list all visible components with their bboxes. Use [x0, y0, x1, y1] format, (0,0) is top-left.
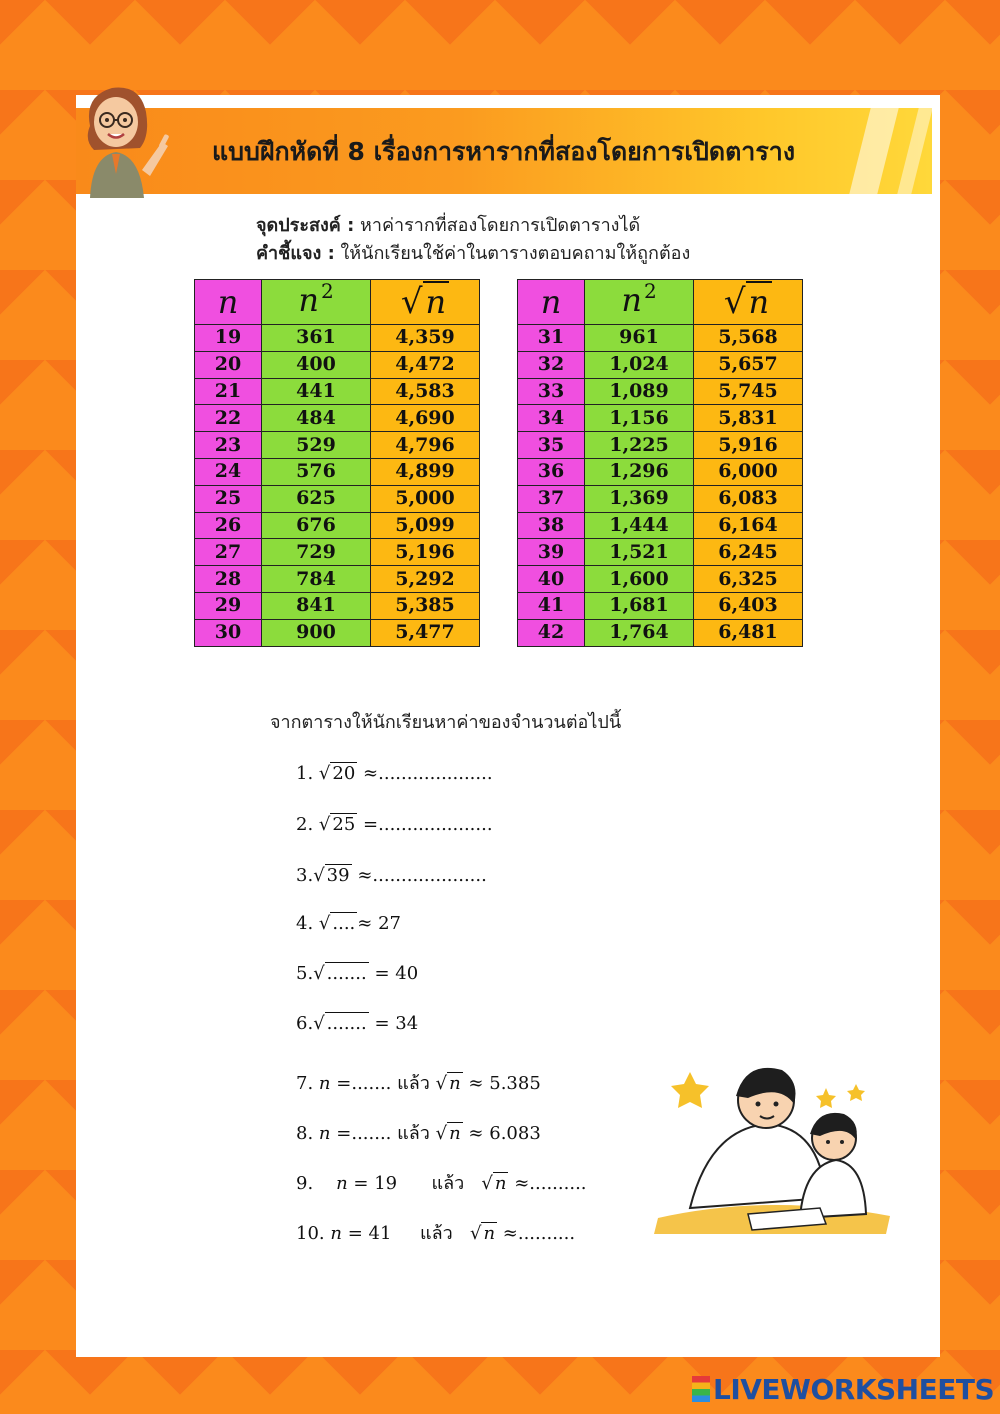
table-row	[518, 351, 803, 378]
cell-sqrt-n: 5,657	[694, 351, 803, 378]
cell-sqrt-n: 5,916	[694, 432, 803, 459]
cell-n-squared: 1,024	[585, 351, 694, 378]
question-8: 8. n =....... แล้ว √ n ≈ 6.083	[296, 1123, 541, 1144]
banner-stripe	[849, 108, 898, 194]
cell-n: 40	[518, 566, 585, 593]
question-1: 1. √ 20 ≈....................	[296, 763, 493, 784]
answer-blank[interactable]: .......	[351, 1073, 392, 1094]
cell-n-squared: 1,521	[585, 539, 694, 566]
directions-label: คำชี้แจง :	[256, 243, 335, 264]
cell-n: 42	[518, 619, 585, 646]
header-sqrt-n: √n	[694, 280, 803, 325]
question-9: 9. n = 19 แล้ว √ n ≈..........	[296, 1173, 587, 1194]
table-row	[518, 592, 803, 619]
cell-n-squared: 1,156	[585, 405, 694, 432]
cell-n: 38	[518, 512, 585, 539]
table-row	[195, 432, 480, 459]
table-row	[518, 458, 803, 485]
cell-n: 22	[195, 405, 262, 432]
cell-n-squared: 1,444	[585, 512, 694, 539]
cell-n: 26	[195, 512, 262, 539]
cell-n: 32	[518, 351, 585, 378]
question-5: 5.√ ....... = 40	[296, 963, 419, 984]
parent-child-illustration	[650, 1048, 895, 1238]
header-n-squared: n $^2$	[585, 280, 694, 325]
table-row	[518, 512, 803, 539]
table-row	[195, 458, 480, 485]
cell-sqrt-n: 4,583	[371, 378, 480, 405]
cell-n: 29	[195, 592, 262, 619]
table-row	[518, 619, 803, 646]
table-row	[195, 378, 480, 405]
cell-n: 41	[518, 592, 585, 619]
cell-n-squared: 1,369	[585, 485, 694, 512]
table-row	[195, 566, 480, 593]
cell-n-squared: 1,225	[585, 432, 694, 459]
cell-sqrt-n: 6,325	[694, 566, 803, 593]
cell-sqrt-n: 5,196	[371, 539, 480, 566]
liveworksheets-logo-icon	[692, 1376, 710, 1402]
table-row	[195, 619, 480, 646]
table-row	[518, 566, 803, 593]
question-6: 6.√ ....... = 34	[296, 1013, 419, 1034]
objective-line	[256, 210, 640, 239]
cell-n: 19	[195, 325, 262, 352]
cell-sqrt-n: 6,083	[694, 485, 803, 512]
cell-sqrt-n: 4,690	[371, 405, 480, 432]
teacher-illustration	[70, 78, 188, 198]
cell-n: 25	[195, 485, 262, 512]
square-root-table-right	[517, 279, 803, 647]
table-row	[518, 378, 803, 405]
exercise-instruction: จากตารางให้นักเรียนหาค่าของจำนวนต่อไปนี้	[270, 712, 622, 733]
cell-n: 36	[518, 458, 585, 485]
cell-sqrt-n: 6,245	[694, 539, 803, 566]
header-n: n	[518, 280, 585, 325]
cell-n: 39	[518, 539, 585, 566]
answer-blank[interactable]: .......	[351, 1123, 392, 1144]
cell-sqrt-n: 5,831	[694, 405, 803, 432]
cell-sqrt-n: 5,385	[371, 592, 480, 619]
cell-n: 37	[518, 485, 585, 512]
cell-n: 21	[195, 378, 262, 405]
cell-n-squared: 1,296	[585, 458, 694, 485]
table-row	[195, 485, 480, 512]
cell-sqrt-n: 6,000	[694, 458, 803, 485]
cell-n-squared: 400	[262, 351, 371, 378]
table-row	[195, 592, 480, 619]
table-row	[195, 351, 480, 378]
objective-text: หาค่ารากที่สองโดยการเปิดตารางได้	[360, 215, 641, 236]
table-row	[195, 405, 480, 432]
cell-sqrt-n: 5,477	[371, 619, 480, 646]
answer-blank[interactable]: ....	[332, 913, 356, 934]
cell-sqrt-n: 5,745	[694, 378, 803, 405]
answer-blank[interactable]: .......	[326, 963, 367, 984]
square-root-table-left	[194, 279, 480, 647]
cell-n-squared: 1,764	[585, 619, 694, 646]
cell-n: 35	[518, 432, 585, 459]
cell-n-squared: 441	[262, 378, 371, 405]
cell-n-squared: 1,600	[585, 566, 694, 593]
cell-sqrt-n: 4,359	[371, 325, 480, 352]
table-row	[518, 539, 803, 566]
cell-n: 31	[518, 325, 585, 352]
table-row	[195, 325, 480, 352]
answer-blank[interactable]: ..........	[517, 1223, 576, 1244]
cell-n-squared: 1,681	[585, 592, 694, 619]
cell-sqrt-n: 4,899	[371, 458, 480, 485]
header-n: n	[195, 280, 262, 325]
cell-n-squared: 484	[262, 405, 371, 432]
answer-blank[interactable]: ....................	[378, 763, 493, 784]
table-row	[518, 432, 803, 459]
cell-n-squared: 361	[262, 325, 371, 352]
cell-sqrt-n: 4,472	[371, 351, 480, 378]
cell-sqrt-n: 5,000	[371, 485, 480, 512]
banner-stripe	[897, 108, 932, 194]
cell-n: 20	[195, 351, 262, 378]
header-n-squared: n $^2$	[262, 280, 371, 325]
cell-sqrt-n: 6,164	[694, 512, 803, 539]
cell-n-squared: 900	[262, 619, 371, 646]
cell-n: 33	[518, 378, 585, 405]
title-banner	[76, 108, 932, 194]
cell-n-squared: 961	[585, 325, 694, 352]
cell-sqrt-n: 5,292	[371, 566, 480, 593]
table-row	[518, 405, 803, 432]
cell-sqrt-n: 6,403	[694, 592, 803, 619]
directions-line	[256, 238, 690, 267]
cell-n-squared: 1,089	[585, 378, 694, 405]
cell-n-squared: 729	[262, 539, 371, 566]
header-sqrt-n: √n	[371, 280, 480, 325]
answer-blank[interactable]: ....................	[372, 865, 487, 886]
answer-blank[interactable]: ....................	[378, 814, 493, 835]
table-row	[195, 512, 480, 539]
cell-sqrt-n: 5,099	[371, 512, 480, 539]
cell-n-squared: 784	[262, 566, 371, 593]
cell-sqrt-n: 6,481	[694, 619, 803, 646]
question-10: 10. n = 41 แล้ว √ n ≈..........	[296, 1223, 576, 1244]
cell-sqrt-n: 4,796	[371, 432, 480, 459]
cell-sqrt-n: 5,568	[694, 325, 803, 352]
cell-n-squared: 841	[262, 592, 371, 619]
question-3: 3.√ 39 ≈....................	[296, 865, 487, 886]
page-title: แบบฝึกหัดที่ 8 เรื่องการหารากที่สองโดยการเปิดตาราง	[212, 137, 796, 166]
cell-n: 34	[518, 405, 585, 432]
cell-n: 24	[195, 458, 262, 485]
question-2: 2. √ 25 =....................	[296, 814, 493, 835]
cell-n: 23	[195, 432, 262, 459]
cell-n-squared: 529	[262, 432, 371, 459]
table-row	[195, 539, 480, 566]
cell-n: 28	[195, 566, 262, 593]
cell-n: 30	[195, 619, 262, 646]
cell-n-squared: 625	[262, 485, 371, 512]
liveworksheets-brand[interactable]: LIVEWORKSHEETS	[692, 1373, 994, 1406]
cell-n: 27	[195, 539, 262, 566]
answer-blank[interactable]: .......	[326, 1013, 367, 1034]
table-row	[518, 325, 803, 352]
table-row	[518, 485, 803, 512]
cell-n-squared: 676	[262, 512, 371, 539]
answer-blank[interactable]: ..........	[529, 1173, 587, 1194]
question-7: 7. n =....... แล้ว √ n ≈ 5.385	[296, 1073, 541, 1094]
objective-label: จุดประสงค์ :	[256, 215, 355, 236]
directions-text: ให้นักเรียนใช้ค่าในตารางตอบคถามให้ถูกต้อง	[340, 243, 691, 264]
question-4: 4. √ .... ≈ 27	[296, 913, 402, 934]
cell-n-squared: 576	[262, 458, 371, 485]
